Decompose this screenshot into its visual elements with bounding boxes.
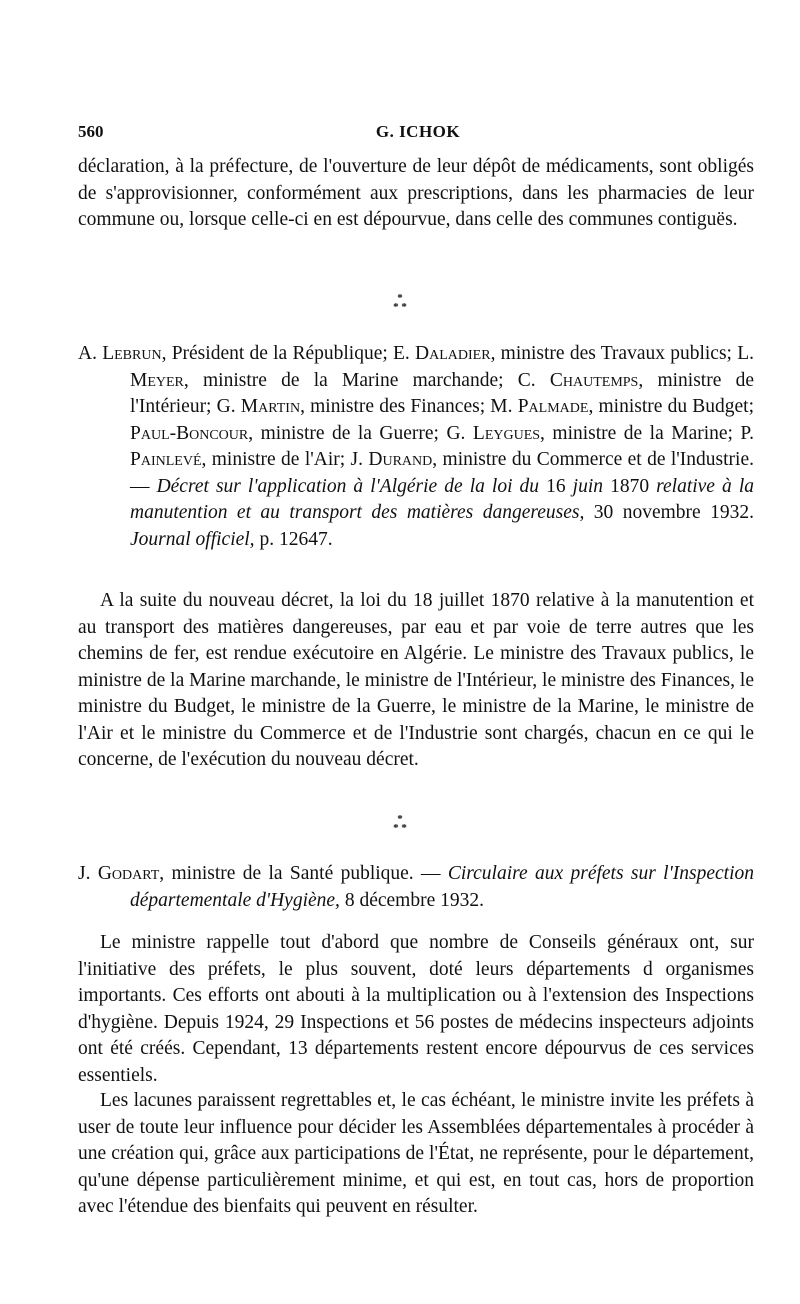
signatory-name: Leygues <box>472 422 541 444</box>
decree-entry <box>78 341 754 553</box>
entry-text: , ministre de l'Intérieur; G. <box>130 369 754 417</box>
paragraph-continuation: déclaration, à la préfecture, de l'ouverture de leur dépôt de médicaments, sont obligés de s'approvisionner, conformément aux prescriptions, dans les pharmacies de leur commune ou, lorsque celle-ci en est dépourvue, dans celle des communes contiguës. <box>78 156 754 230</box>
entry-text: , ministre des Finances; M. <box>300 396 518 417</box>
signatory-name: Paul-Boncour <box>130 422 249 444</box>
section-asterism-1 <box>375 294 425 312</box>
circular-title: Circulaire aux préfets sur l'Inspection départementale d'Hygiène, <box>130 863 754 911</box>
entry-text: , ministre de la Guerre; G. <box>248 422 473 444</box>
entry-text: , ministre de l'Air; J. <box>201 449 369 470</box>
signatory-name: Lebrun <box>102 343 162 364</box>
page-header <box>78 122 758 146</box>
journal-page: p. 12647. <box>254 528 333 550</box>
entry-text: , ministre du Commerce et de l'Industrie. — <box>130 449 754 497</box>
asterism-top: * <box>397 292 403 304</box>
signatory-name: Daladier <box>415 343 491 364</box>
paragraph-circular-summary: Le ministre rappelle tout d'abord que nombre de Conseils généraux ont, sur l'initiative des préfets, le plus souvent, doté leurs départements d organismes importants. Ces efforts ont abouti à la multiplication ou à l'extension des Inspections d'hygiène. Depuis 1924, 29 Inspections et 56 postes de médecins inspecteurs adjoints ont été créés. Cependant, 13 départements restent encore dépourvus de ces services essentiels. <box>78 932 754 1086</box>
decree-title: relative à la manutention et au transport des matières dangereuses, <box>130 475 754 523</box>
signatory-name: Martin <box>240 396 301 417</box>
signatory-name: Godart <box>97 863 160 884</box>
decree-title: Décret sur l'application à l'Algérie de la loi du <box>156 475 540 497</box>
asterism-bottom: * * <box>393 822 407 834</box>
entry-text: , ministre du Budget; <box>588 396 755 417</box>
asterism-bottom: * * <box>393 301 407 313</box>
entry-text: A. <box>78 343 103 364</box>
circular-entry <box>78 861 754 914</box>
entry-text: , ministre de la Santé publique. — <box>159 863 448 884</box>
signatory-name: Chautemps <box>549 369 639 391</box>
signatory-name: Palmade <box>517 396 589 417</box>
paragraph-circular-invitation: Les lacunes paraissent regrettables et, le cas échéant, le ministre invite les préfets à user de toute leur influence pour décider les Assemblées départementales à procéder à une création qui, grâce aux participations de l'État, ne représente, pour le département, qu'une dépense particulièrement minime, et qui est, en tout cas, hors de proportion avec l'étendue des bienfaits qui peuvent en résulter. <box>78 1090 754 1217</box>
signatory-name: Durand <box>368 449 433 470</box>
decree-date: 30 novembre 1932. <box>584 502 754 523</box>
entry-text: , ministre des Travaux publics; L. <box>490 343 754 364</box>
page-number: 560 <box>78 122 104 141</box>
signatory-name: Painlevé <box>130 449 202 470</box>
asterism-top: * <box>397 813 403 825</box>
decree-title-date: 16 <box>539 475 573 497</box>
entry-text: , Président de la République; E. <box>161 343 416 364</box>
paragraph-decree-summary: A la suite du nouveau décret, la loi du 18 juillet 1870 relative à la manutention et au transport des matières dangereuses, par eau et par voie de terre autres que les chemins de fer, est rendue exécutoire en Algérie. Le ministre des Travaux publics, le ministre de la Marine marchande, le ministre de l'Intérieur, le ministre des Finances, le ministre du Budget, le ministre de la Guerre, le ministre de la Marine, le ministre de l'Air et le ministre du Commerce et de l'Industrie sont chargés, chacun en ce qui le concerne, de l'exécution du nouveau décret. <box>78 590 754 770</box>
decree-title: juin <box>572 475 604 497</box>
decree-title-year: 1870 <box>603 475 657 497</box>
entry-text: , ministre de la Marine; P. <box>540 422 754 444</box>
running-head: G. ICHOK <box>375 122 461 141</box>
signatory-name: Meyer <box>130 369 184 391</box>
entry-text: , ministre de la Marine marchande; C. <box>183 369 550 391</box>
journal-name: Journal officiel, <box>130 528 255 550</box>
circular-date: 8 décembre 1932. <box>339 889 484 911</box>
section-asterism-2 <box>375 815 425 833</box>
entry-text: J. <box>78 863 98 884</box>
